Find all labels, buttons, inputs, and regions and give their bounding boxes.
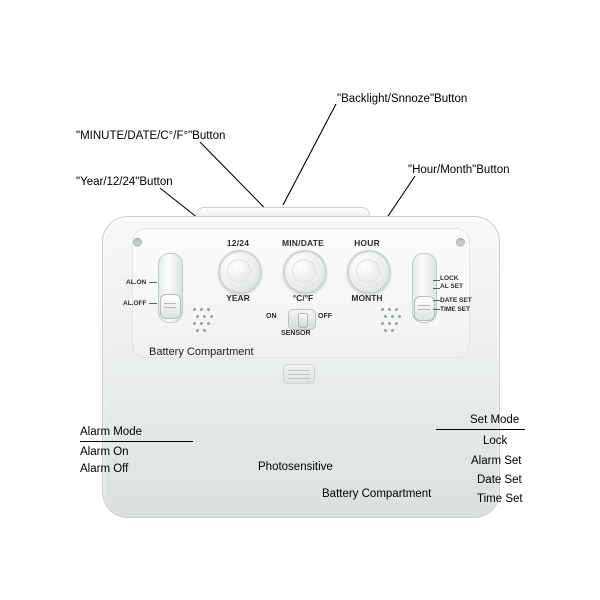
callout-set-mode: Set Mode [470, 414, 520, 426]
set-mode-switch-knob[interactable] [414, 296, 435, 321]
screw-right-icon [456, 238, 465, 247]
tick-label-time-set: TIME SET [440, 306, 470, 313]
button-label-c-f: °C/°F [292, 293, 314, 303]
tick-label-lock: LOCK [440, 275, 459, 282]
sensor-label-sensor: SENSOR [281, 330, 311, 337]
tick-label-al-off: AL.OFF [123, 300, 147, 307]
callout-lock: Lock [483, 435, 508, 447]
device-battery-compartment-text: Battery Compartment [149, 346, 254, 358]
callout-alarm-mode: Alarm Mode [80, 426, 142, 438]
speaker-grill-right-icon [381, 308, 411, 334]
hour-month-button[interactable] [347, 250, 391, 294]
tick-mark-date-set [433, 300, 440, 301]
speaker-grill-left-icon [193, 308, 223, 334]
tick-mark-al-set [433, 288, 440, 289]
callout-minute-date-c-f: "MINUTE/DATE/C°/F°"Button [76, 130, 226, 142]
tick-label-al-set: AL SET [440, 283, 463, 290]
button-label-hour: HOUR [354, 238, 380, 248]
button-label-12-24: 12/24 [226, 238, 250, 248]
sensor-label-off: OFF [318, 313, 332, 320]
button-label-month: MONTH [351, 293, 383, 303]
button-label-year: YEAR [226, 293, 250, 303]
callout-battery-compartment: Battery Compartment [322, 488, 432, 500]
tick-mark-time-set [433, 309, 440, 310]
alarm-mode-switch-knob[interactable] [160, 294, 181, 319]
button-label-min-date: MIN/DATE [281, 238, 325, 248]
year-12-24-button[interactable] [218, 250, 262, 294]
callout-photosensitive: Photosensitive [258, 461, 333, 473]
callout-alarm-mode-underline [80, 441, 193, 442]
photosensitive-sensor-switch[interactable] [288, 309, 316, 330]
tick-mark-al-on [149, 282, 157, 283]
sensor-label-on: ON [266, 313, 277, 320]
battery-compartment-door[interactable] [283, 364, 315, 384]
tick-mark-lock [433, 280, 440, 281]
minute-date-cf-button[interactable] [283, 250, 327, 294]
callout-set-mode-underline [436, 429, 525, 430]
tick-label-al-on: AL.ON [126, 279, 147, 286]
callout-backlight-snooze: "Backlight/Snnoze"Button [337, 93, 468, 105]
callout-time-set: Time Set [477, 493, 523, 505]
callout-hour-month: "Hour/Month"Button [408, 164, 510, 176]
callout-alarm-on: Alarm On [80, 446, 129, 458]
screw-left-icon [133, 238, 142, 247]
callout-date-set: Date Set [477, 474, 522, 486]
tick-label-date-set: DATE SET [440, 297, 472, 304]
callout-year-12-24: "Year/12/24"Button [76, 176, 173, 188]
callout-alarm-off: Alarm Off [80, 463, 129, 475]
tick-mark-al-off [149, 303, 157, 304]
callout-alarm-set: Alarm Set [471, 455, 522, 467]
